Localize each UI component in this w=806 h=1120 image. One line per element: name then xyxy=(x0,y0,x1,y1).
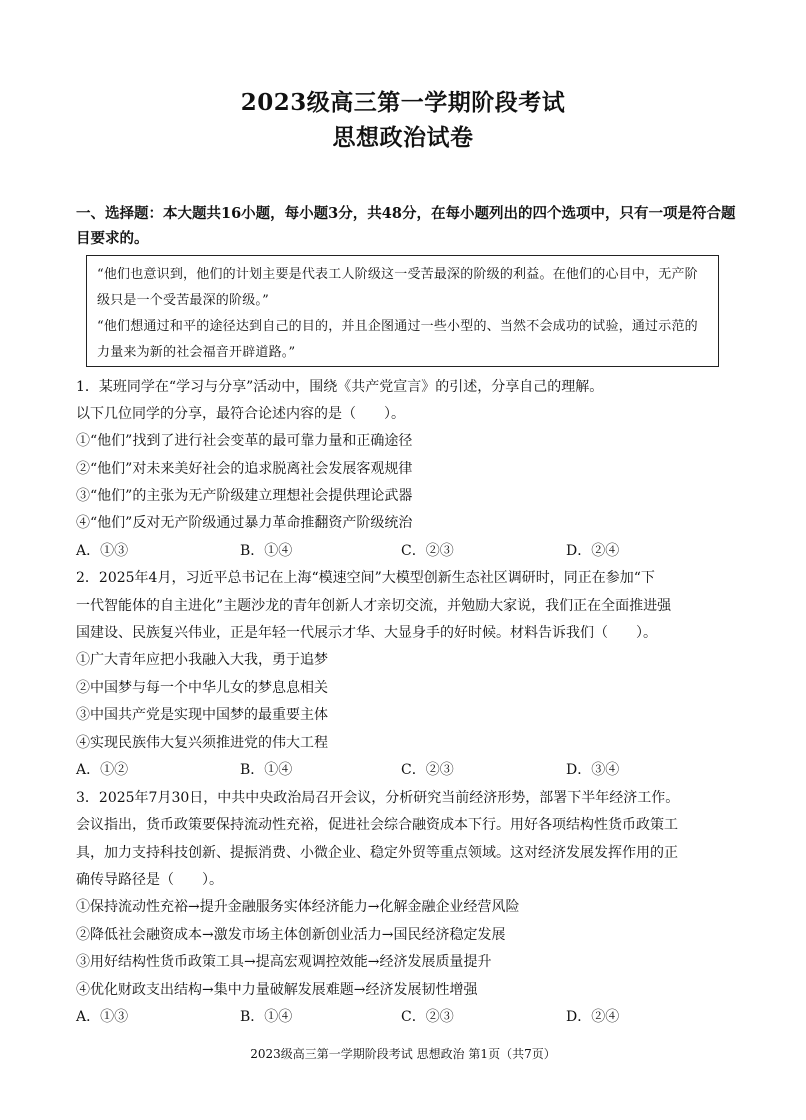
question-3-stem-line: 3．2025年7月30日，中共中央政治局召开会议，分析研究当前经济形势，部署下半年经济工作。 xyxy=(76,790,680,806)
question-1-stem-line: 以下几位同学的分享，最符合论述内容的是（ ）。 xyxy=(76,406,405,422)
exam-subject-title: 思想政治试卷 xyxy=(332,124,474,151)
option-d: D．②④ xyxy=(566,1009,620,1025)
question-3-statement: ④优化财政支出结构→集中力量破解发展难题→经济发展韧性增强 xyxy=(76,982,478,998)
question-1-statement: ④“他们”反对无产阶级通过暴力革命推翻资产阶级统治 xyxy=(76,515,413,531)
option-a: A．①③ xyxy=(76,1009,129,1025)
question-3-statement: ③用好结构性货币政策工具→提高宏观调控效能→经济发展质量提升 xyxy=(76,954,492,970)
question-1-statement: ②“他们”对未来美好社会的追求脱离社会发展客观规律 xyxy=(76,461,413,477)
option-b: B．①④ xyxy=(240,1009,293,1025)
question-3-stem-line: 确传导路径是（ ）。 xyxy=(76,872,223,888)
question-3-stem-line: 会议指出，货币政策要保持流动性充裕，促进社会综合融资成本下行。用好各项结构性货币政策工 xyxy=(76,817,678,833)
option-c: C．②③ xyxy=(401,1009,454,1025)
option-d: D．②④ xyxy=(566,543,620,559)
page-footer: 2023级高三第一学期阶段考试 思想政治 第1页（共7页） xyxy=(250,1047,556,1061)
question-2-options xyxy=(76,757,740,783)
question-2-statement: ④实现民族伟大复兴须推进党的伟大工程 xyxy=(76,735,328,751)
question-3-stem-line: 具，加力支持科技创新、提振消费、小微企业、稳定外贸等重点领域。这对经济发展发挥作用的正 xyxy=(76,845,678,861)
option-c: C．②③ xyxy=(401,543,454,559)
question-2-statement: ②中国梦与每一个中华儿女的梦息息相关 xyxy=(76,680,328,696)
question-2-stem-line: 国建设、民族复兴伟业，正是年轻一代展示才华、大显身手的好时候。材料告诉我们（ ）。 xyxy=(76,625,657,641)
option-a: A．①③ xyxy=(76,543,129,559)
question-2-statement: ③中国共产党是实现中国梦的最重要主体 xyxy=(76,707,328,723)
question-2-statement: ①广大青年应把小我融入大我，勇于追梦 xyxy=(76,652,328,668)
question-3-statement: ①保持流动性充裕→提升金融服务实体经济能力→化解金融企业经营风险 xyxy=(76,899,520,915)
option-b: B．①④ xyxy=(240,762,293,778)
question-2-stem-line: 一代智能体的自主进化”主题沙龙的青年创新人才亲切交流，并勉励大家说，我们正在全面推进强 xyxy=(76,598,672,614)
question-2-stem-line: 2．2025年4月，习近平总书记在上海“模速空间”大模型创新生态社区调研时，同正在参加“下 xyxy=(76,570,655,586)
question-1-statement: ①“他们”找到了进行社会变革的最可靠力量和正确途径 xyxy=(76,433,413,449)
section-heading: 一、选择题：本大题共16小题，每小题3分，共48分，在每小题列出的四个选项中，只有一项是符合题目要求的。 xyxy=(76,205,736,247)
question-3-options xyxy=(76,1004,740,1030)
quote-box xyxy=(86,255,719,367)
exam-title: 2023级高三第一学期阶段考试 xyxy=(240,89,566,116)
quote-paragraph-2: “他们想通过和平的途径达到自己的目的，并且企图通过一些小型的、当然不会成功的试验，通过示范的力量来为新的社会福音开辟道路。” xyxy=(97,319,698,360)
question-1-options xyxy=(76,538,740,564)
option-a: A．①② xyxy=(76,762,129,778)
option-b: B．①④ xyxy=(240,543,293,559)
option-c: C．②③ xyxy=(401,762,454,778)
quote-paragraph-1: “他们也意识到，他们的计划主要是代表工人阶级这一受苦最深的阶级的利益。在他们的心目中，无产阶级只是一个受苦最深的阶级。” xyxy=(97,267,698,308)
option-d: D．③④ xyxy=(566,762,620,778)
question-1-stem-line: 1．某班同学在“学习与分享”活动中，围绕《共产党宣言》的引述，分享自己的理解。 xyxy=(76,379,604,395)
question-3-statement: ②降低社会融资成本→激发市场主体创新创业活力→国民经济稳定发展 xyxy=(76,927,506,943)
question-1-statement: ③“他们”的主张为无产阶级建立理想社会提供理论武器 xyxy=(76,488,413,504)
